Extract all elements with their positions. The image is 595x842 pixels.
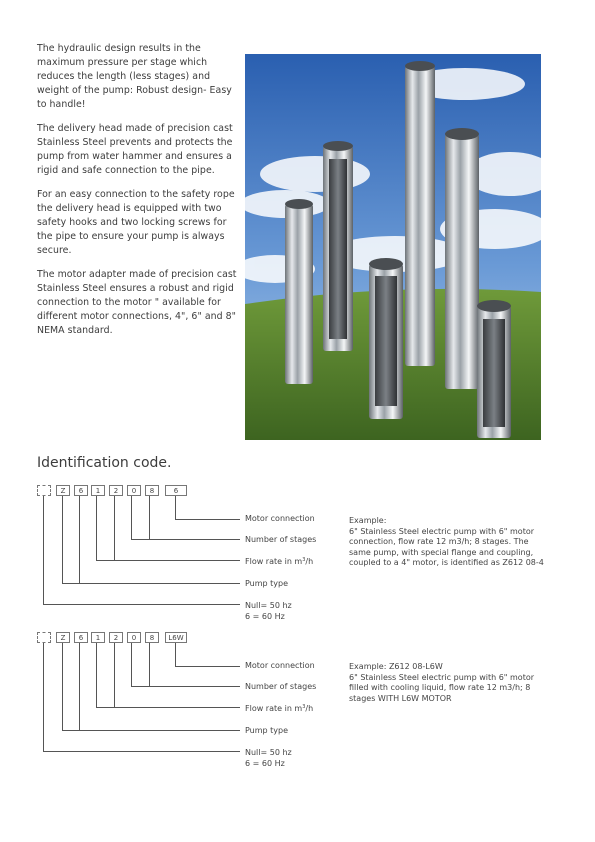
leader-line [62,730,240,731]
leader-line [175,643,176,667]
example-title: Example: Z612 08-L6W [349,662,443,671]
leader-line [175,519,240,520]
code-box-pump-type-letter: Z [56,485,70,496]
leader-line [79,643,80,731]
code-box-stages-1: 0 [127,485,141,496]
frequency-line-2: 6 = 60 Hz [245,612,285,621]
label-motor-connection: Motor connection [245,514,315,523]
code-box-flow-rate-2: 2 [109,485,123,496]
label-flow-rate: Flow rate in $m^3/h$ [245,704,314,713]
code-box-pump-type-letter: Z [56,632,70,643]
leader-line [62,496,63,584]
section-title: Identification code. [37,455,172,471]
label-number-of-stages: Number of stages [245,535,317,544]
code-box-motor-connection: L6W [165,632,187,643]
id-code-diagram-1 [0,485,595,625]
leader-line [79,496,80,584]
code-box-stages-1: 0 [127,632,141,643]
code-box-stages-2: 8 [145,485,159,496]
leader-line [62,643,63,731]
leader-line [43,751,240,752]
pumps-photo [245,54,541,440]
code-box-frequency [37,485,51,496]
label-pump-type: Pump type [245,726,289,735]
leader-line [96,560,240,561]
code-box-flow-rate-1: 1 [91,632,105,643]
frequency-line-1: Null= 50 hz [245,601,292,610]
intro-text [37,42,237,348]
example-text: 6" Stainless Steel electric pump with 6" motor connection, flow rate 12 m3/h; 8 stages. The same pump, with special flange and coupling, coupled to a 4" motor, is identified as Z612 08-4 [349,526,544,567]
leader-line [114,496,115,561]
code-box-frequency [37,632,51,643]
leader-line [149,496,150,540]
code-box-stages-2: 8 [145,632,159,643]
leader-line [62,583,240,584]
id-code-diagram-2 [0,632,595,772]
paragraph-motor-adapter: The motor adapter made of precision cast Stainless Steel ensures a robust and rigid connection to the motor " available for different motor connections, 4", 6" and 8" NEMA standard. [37,269,237,336]
code-box-flow-rate-1: 1 [91,485,105,496]
code-box-pump-type-digit: 6 [74,632,88,643]
code-box-motor-connection: 6 [165,485,187,496]
leader-line [43,643,44,752]
label-frequency [245,600,292,622]
leader-line [175,666,240,667]
frequency-line-1: Null= 50 hz [245,748,292,757]
leader-line [175,496,176,520]
frequency-line-2: 6 = 60 Hz [245,759,285,768]
label-number-of-stages: Number of stages [245,682,317,691]
paragraph-safety-rope: For an easy connection to the safety rope the delivery head is equipped with two safety hooks and two locking screws for the pipe to ensure your pump is always secure. [37,189,235,256]
leader-line [114,643,115,708]
label-pump-type: Pump type [245,579,289,588]
leader-line [96,643,97,708]
label-flow-rate: Flow rate in $m^3/h$ [245,557,314,566]
leader-line [96,496,97,561]
example-1 [349,516,549,569]
paragraph-delivery-head: The delivery head made of precision cast Stainless Steel prevents and protects the pump from water hammer and ensures a rigid and safe connection to the pipe. [37,123,233,176]
code-box-pump-type-digit: 6 [74,485,88,496]
leader-line [149,643,150,687]
leader-line [96,707,240,708]
paragraph-hydraulic-design: The hydraulic design results in the maximum pressure per stage which reduces the length (less stages) and weight of the pump: Robust design- Easy to handle! [37,43,232,110]
example-title: Example: [349,516,387,525]
code-box-flow-rate-2: 2 [109,632,123,643]
leader-line [43,496,44,605]
leader-line [43,604,240,605]
pumps-illustration [245,54,541,440]
label-frequency [245,747,292,769]
example-2 [349,662,549,704]
label-motor-connection: Motor connection [245,661,315,670]
leader-line [131,643,132,687]
example-text: 6" Stainless Steel electric pump with 6" motor filled with cooling liquid, flow rate 12 m3/h; 8 stages WITH L6W MOTOR [349,672,535,703]
leader-line [131,539,240,540]
leader-line [131,686,240,687]
leader-line [131,496,132,540]
